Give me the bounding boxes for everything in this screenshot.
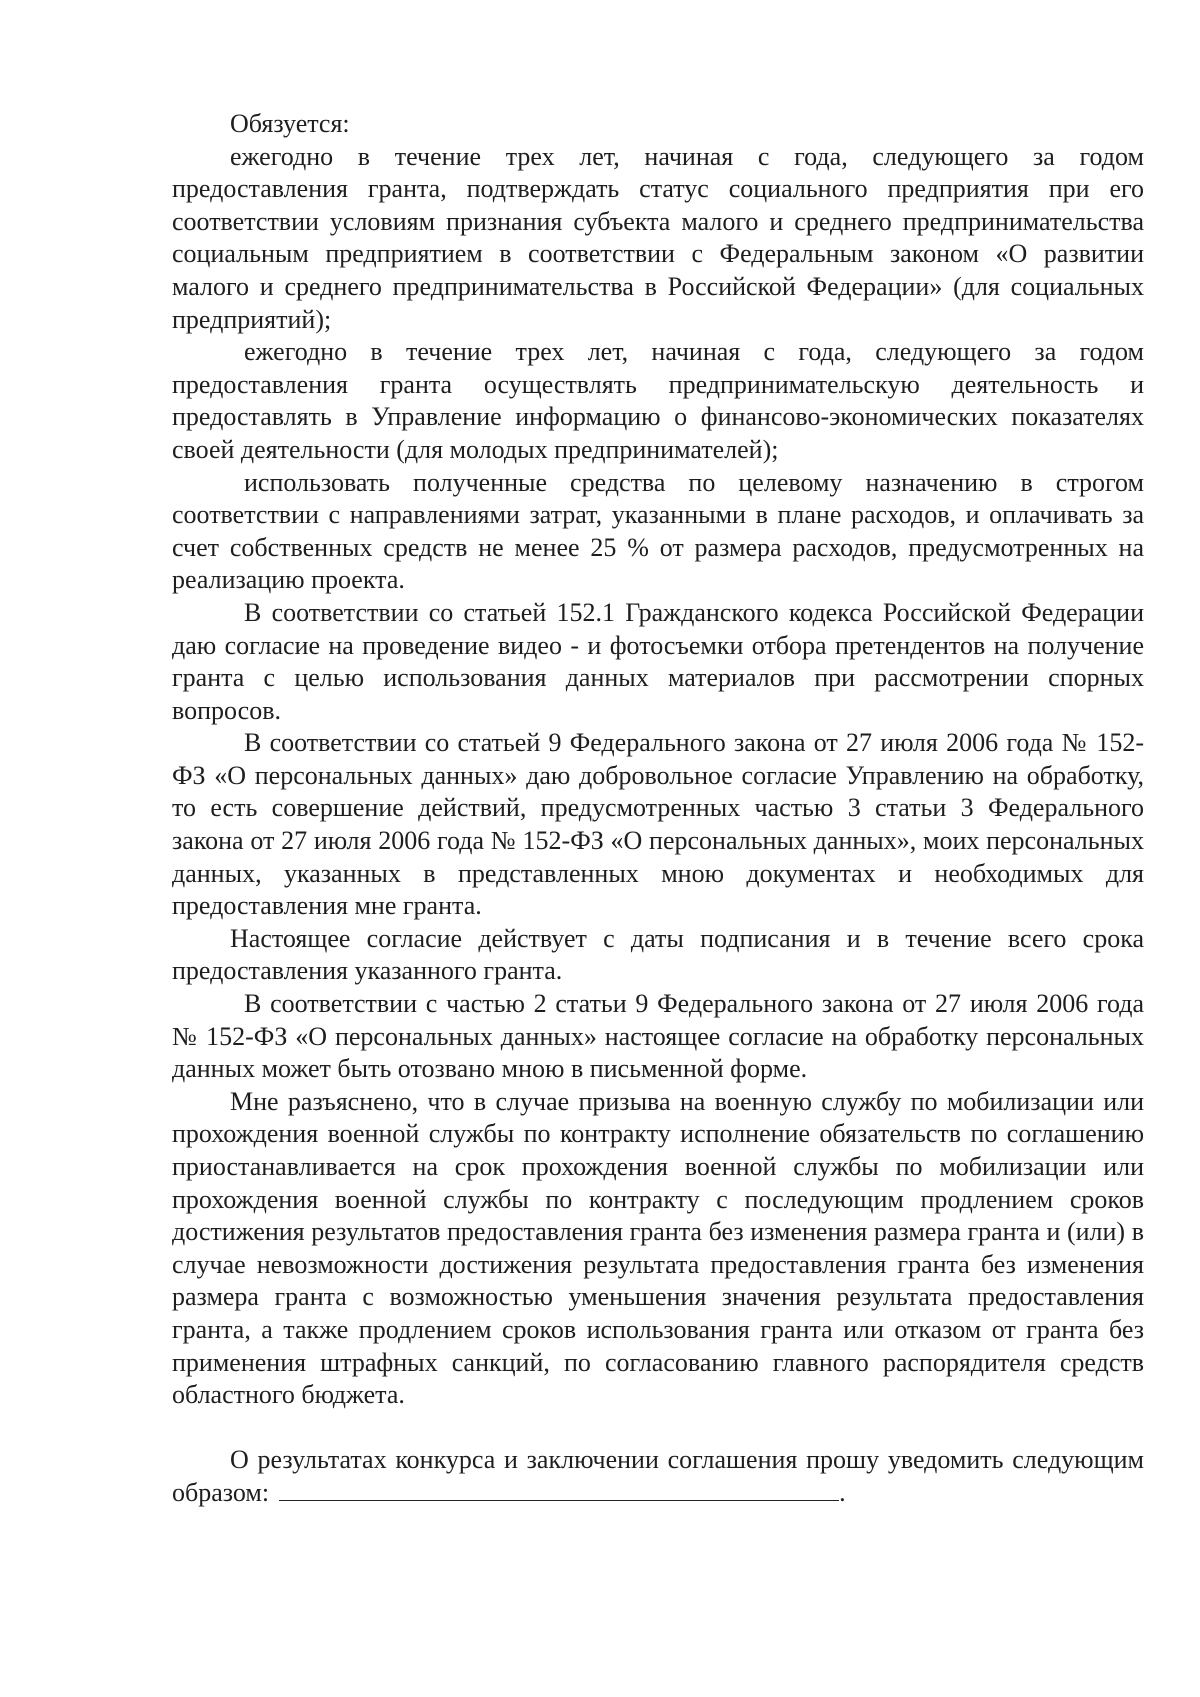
paragraph-personal-data-consent: В соответствии со статьей 9 Федерального закона от 27 июля 2006 года № 152-ФЗ «О персональных данных» даю добровольное согласие Управлению на обработку, то есть совершение действий, предусмотренных частью 3 статьи 3 Федерального закона от 27 июля 2006 года № 152-ФЗ «О персональных данных», моих персональных данных, указанных в представленных мною документах и необходимых для предоставления мне гранта. — [172, 728, 1144, 921]
paragraph-consent-revocation: В соответствии с частью 2 статьи 9 Федерального закона от 27 июля 2006 года № 152-ФЗ «О персональных данных» настоящее согласие на обработку персональных данных может быть отозвано мною в письменной форме. — [172, 989, 1144, 1084]
notification-blank-field[interactable] — [279, 1476, 839, 1501]
paragraph-notification — [172, 1444, 1144, 1510]
paragraph-social-enterprise: ежегодно в течение трех лет, начиная с года, следующего за годом предоставления гранта, подтверждать статус социального предприятия при его соответствии условиям признания субъекта малого и среднего предпринимательства социальным предприятием в соответствии с Федеральным законом «О развитии малого и среднего предпринимательства в Российской Федерации» (для социальных предприятий); — [172, 141, 1144, 334]
notification-text: О результатах конкурса и заключении соглашения прошу уведомить следующим образом: — [172, 1444, 1144, 1508]
heading-obligations: Обязуется: — [230, 109, 350, 138]
document-body — [172, 108, 1144, 1510]
paragraph-consent-validity: Настоящее согласие действует с даты подписания и в течение всего срока предоставления указанного гранта. — [172, 923, 1144, 986]
notification-period: . — [839, 1478, 846, 1508]
paragraph-mobilization: Мне разъяснено, что в случае призыва на военную службу по мобилизации или прохождения военной службы по контракту исполнение обязательств по соглашению приостанавливается на срок прохождения военной службы по мобилизации или прохождения военной службы по контракту с последующим продлением сроков достижения результатов предоставления гранта без изменения размера гранта и (или) в случае невозможности достижения результата предоставления гранта без изменения размера гранта с возможностью уменьшения значения результата предоставления гранта, а также продлением сроков использования гранта или отказом от гранта без применения штрафных санкций, по согласованию главного распорядителя средств областного бюджета. — [172, 1086, 1144, 1410]
paragraph-video-consent: В соответствии со статьей 152.1 Гражданского кодекса Российской Федерации даю согласие на проведение видео - и фотосъемки отбора претендентов на получение гранта с целью использования данных материалов при рассмотрении спорных вопросов. — [172, 597, 1144, 725]
paragraph-funds-usage: использовать полученные средства по целевому назначению в строгом соответствии с направлениями затрат, указанными в плане расходов, и оплачивать за счет собственных средств не менее 25 % от размера расходов, предусмотренных на реализацию проекта. — [172, 467, 1144, 595]
paragraph-young-entrepreneurs: ежегодно в течение трех лет, начиная с года, следующего за годом предоставления гранта осуществлять предпринимательскую деятельность и предоставлять в Управление информацию о финансово-экономических показателях своей деятельности (для молодых предпринимателей); — [172, 337, 1144, 464]
